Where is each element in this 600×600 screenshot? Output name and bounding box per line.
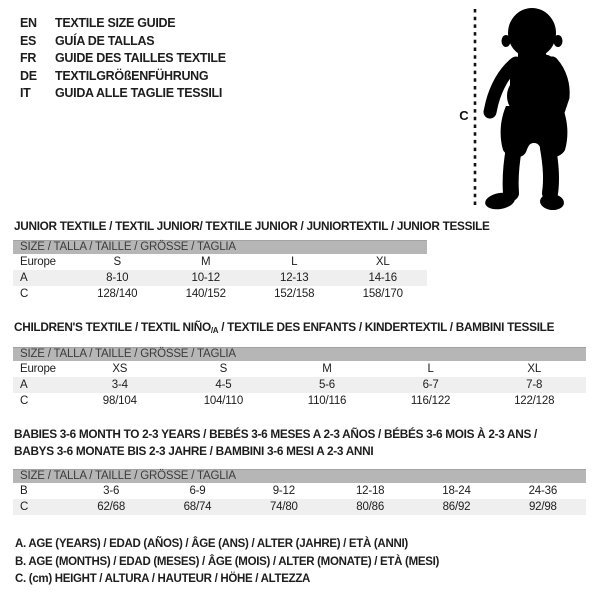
lang-code: IT [20,86,31,101]
table-cell: L [427,363,434,375]
table-cell: 6-7 [422,379,439,391]
measure-label-c: C [459,108,469,123]
table-cell: 92/98 [528,501,557,513]
table-cell: 18-24 [442,485,471,497]
lang-label: GUIDE DES TAILLES TEXTILE [55,51,226,66]
table-row [13,483,586,499]
lang-label: TEXTILGRÖßENFÜHRUNG [55,68,209,83]
legend-line-b: B. AGE (MONTHS) / EDAD (MESES) / ÂGE (MOIS) / ALTER (MONATE) / ETÀ (MESI) [15,555,440,568]
table-cell: 140/152 [185,288,226,300]
table-row [13,393,586,409]
section-title-children [14,320,554,335]
table-cell: S [219,363,228,375]
table-cell: 110/116 [307,395,347,407]
row-label: A [20,272,28,284]
row-label: A [20,379,28,391]
baby-silhouette-icon [440,0,592,215]
row-label: B [20,485,28,497]
lang-label: GUIDA ALLE TAGLIE TESSILI [55,86,223,101]
table-cell: XS [112,363,128,375]
table-cell: 7-8 [526,379,543,391]
lang-row-it [20,85,226,103]
table-cell: 116/122 [410,395,451,407]
table-cell: 128/140 [97,288,138,300]
table-row [13,270,427,286]
table-cell: 104/110 [203,395,244,407]
table-cell: 98/104 [102,395,137,407]
table-cell: 62/68 [97,501,126,513]
table-cell: 12-18 [355,485,385,497]
row-label: Europe [20,363,56,375]
table-cell: 24-36 [528,485,558,497]
lang-row-fr [20,50,226,68]
lang-label: GUÍA DE TALLAS [55,33,155,48]
table-cell: XL [375,256,390,268]
title-subscript: /A [210,326,219,335]
baby-figure [440,0,592,215]
row-label: C [20,501,29,513]
measurement-legend [15,536,439,589]
lang-code: ES [20,33,37,48]
table-cell: 8-10 [106,272,129,284]
table-cell: 5-6 [318,379,335,391]
title-line-1: BABIES 3-6 MONTH TO 2-3 YEARS / BEBÉS 3-6 MESES A 2-3 AÑOS / BÉBÉS 3-6 MOIS À 2-3 ANS / [14,427,538,441]
lang-code: FR [20,51,37,66]
lang-label: TEXTILE SIZE GUIDE [55,16,176,30]
table-cell: 80/86 [356,501,385,513]
title-line-2: BABYS 3-6 MONATE BIS 2-3 JAHRE / BAMBINI 3-6 MESI A 2-3 ANNI [14,444,374,458]
table-cell: 86/92 [442,501,471,513]
size-header-bar: SIZE / TALLA / TAILLE / GRÖSSE / TAGLIA [13,347,586,361]
legend-line-c: C. (cm) HEIGHT / ALTURA / HAUTEUR / HÖHE / ALTEZZA [15,573,311,585]
table-cell: M [322,363,332,375]
table-cell: 6-9 [189,485,206,497]
table-cell: XL [527,363,542,375]
size-header-bar: SIZE / TALLA / TAILLE / GRÖSSE / TAGLIA [13,240,427,254]
language-header [20,15,226,103]
title-text: / TEXTILE DES ENFANTS / KINDERTEXTIL / BAMBINI TESSILE [218,320,555,334]
section-title-babies [14,426,537,460]
table-cell: 4-5 [215,379,232,391]
table-row [13,361,586,377]
babies-size-table [13,469,586,515]
lang-row-es [20,33,226,51]
row-label: Europe [20,256,56,268]
title-text: CHILDREN'S TEXTILE / TEXTIL NIÑO [14,320,211,334]
row-label: C [20,395,29,407]
table-cell: 152/158 [274,288,315,300]
table-cell: 68/74 [183,501,212,513]
table-row [13,254,427,270]
table-cell: 3-6 [103,485,120,497]
table-cell: 3-4 [111,379,128,391]
lang-code: EN [20,16,37,30]
section-title-junior: JUNIOR TEXTILE / TEXTIL JUNIOR/ TEXTILE JUNIOR / JUNIORTEXTIL / JUNIOR TESSILE [14,219,490,233]
lang-row-en [20,15,226,33]
table-cell: 12-13 [280,272,309,284]
size-header-bar: SIZE / TALLA / TAILLE / GRÖSSE / TAGLIA [13,469,586,483]
table-row [13,377,586,393]
junior-size-table [13,240,427,302]
table-cell: 9-12 [272,485,295,497]
legend-line-a: A. AGE (YEARS) / EDAD (AÑOS) / ÂGE (ANS) / ALTER (JAHRE) / ETÀ (ANNI) [15,538,408,550]
table-row [13,286,427,302]
lang-code: DE [20,68,37,83]
table-cell: S [113,256,121,268]
table-cell: 74/80 [269,501,298,513]
row-label: C [20,288,29,300]
table-cell: 10-12 [191,272,220,284]
table-cell: 158/170 [362,288,403,300]
table-cell: 122/128 [514,395,555,407]
table-cell: M [201,256,211,268]
table-cell: 14-16 [368,272,397,284]
table-row [13,499,586,515]
lang-row-de [20,68,226,86]
table-cell: L [291,256,298,268]
children-size-table [13,347,586,409]
